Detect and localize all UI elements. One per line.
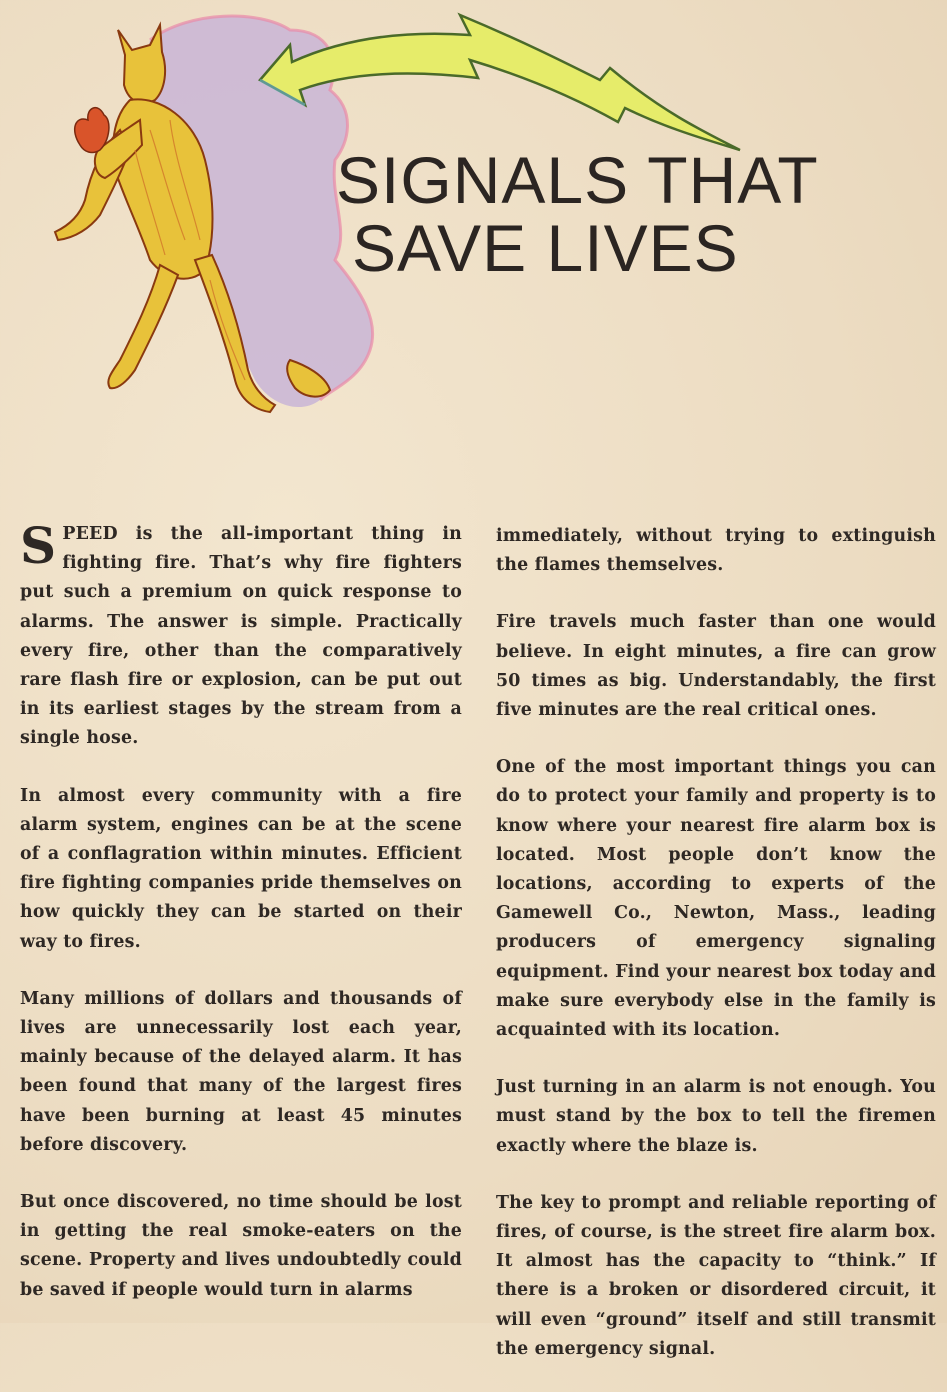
- title-line-2: SAVE LIVES: [352, 211, 739, 285]
- article-paragraph: In almost every community with a fire alarm system, engines can be at the scene of a conflagration within minutes. Efficient fire fighting companies pride themselves on how quickly they can be started on their way to fires.: [20, 785, 462, 952]
- article-column-left: [20, 516, 462, 1333]
- article-paragraph: immediately, without trying to extinguish the flames themselves.: [496, 526, 936, 576]
- drop-cap: S: [20, 516, 57, 575]
- article-paragraph: SPEED is the all-important thing in fighting fire. That’s why fire fighters put such a premium on quick response to alarms. The answer is simple. Practically every fire, other than the comparatively rare flash fire or explosion, can be put out in its earliest stages by the stream from a single hose.: [20, 516, 462, 749]
- title-line-1: SIGNALS THAT: [336, 143, 819, 217]
- article-column-right: [496, 522, 936, 1392]
- article-paragraph: Many millions of dollars and thousands of lives are unnecessarily lost each year, mainly because of the delayed alarm. It has been found that many of the largest fires have been burning at least 45 minutes before discovery.: [20, 988, 462, 1155]
- article-title: [336, 143, 936, 285]
- article-paragraph: The key to prompt and reliable reporting of fires, of course, is the street fire alarm box. It almost has the capacity to “think.” If there is a broken or disordered circuit, it will even “ground” itself and still transmit the emergency signal.: [496, 1192, 936, 1359]
- article-paragraph: But once discovered, no time should be lost in getting the real smoke-eaters on the scene. Property and lives undoubtedly could be saved if people would turn in alarms: [20, 1192, 462, 1300]
- article-paragraph: Just turning in an alarm is not enough. You must stand by the box to tell the firemen exactly where the blaze is.: [496, 1077, 936, 1156]
- hand-flame: [75, 108, 109, 153]
- article-paragraph: One of the most important things you can do to protect your family and property is to know where your nearest fire alarm box is located. Most people don’t know the locations, according to experts of the Gamewell Co., Newton, Mass., leading producers of emergency signaling equipment. Find your nearest box today and make sure everybody else in the family is acquainted with its location.: [496, 757, 936, 1041]
- article-paragraph: Fire travels much faster than one would believe. In eight minutes, a fire can grow 50 times as big. Understandably, the first five minutes are the real critical ones.: [496, 612, 936, 721]
